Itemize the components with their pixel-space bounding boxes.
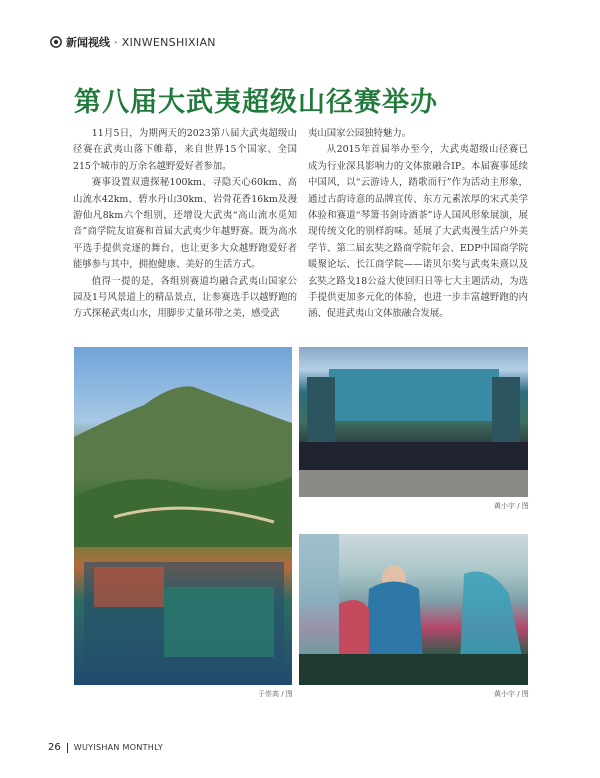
photo-aerial-race-venue: [74, 347, 292, 685]
article-title: 第八届大武夷超级山径赛举办: [74, 87, 438, 118]
article-paragraph: 11月5日，为期两天的2023第八届大武夷超级山径赛在武夷山落下帷幕，来自世界15个国家、全国215个城市的万余名越野爱好者参加。: [73, 128, 297, 172]
article-paragraph: 从2015年首届举办至今，大武夷超级山径赛已成为行业深具影响力的文体旅融合IP。本届赛事延续中国风，以“云游诗人，踏歌而行”作为活动主形象，通过古韵诗意的品牌宣传、东方元素浓厚的宋式美学体验和赛道“琴箫书剑诗酒茶”诗人国风形象展演，展现传统文化的别样韵味。延展了大武夷漫生活户外美学节、第二届玄奘之路商学院年会、EDP中国商学院暖聚论坛、长江商学院——诺贝尔奖与武夷朱熹以及玄奘之路戈18公益大使回归日等七大主题活动，为选手提供更加多元化的体验，也进一步丰富越野跑的内涵、促进武夷山文体旅融合发展。: [308, 144, 528, 320]
article-column-left: [73, 126, 297, 323]
section-logo-icon: [50, 36, 62, 48]
article-column-right: [308, 126, 528, 323]
section-separator: ·: [114, 35, 118, 49]
photo-costume-performers: [299, 534, 528, 685]
article-paragraph-continuation: 夷山国家公园独特魅力。: [308, 128, 412, 139]
section-header: [50, 34, 216, 50]
photo-credit: 黄小宇 / 图: [494, 690, 529, 698]
start-arch-illustration: [299, 347, 528, 497]
page-number: 26: [48, 742, 61, 753]
article-paragraph: 值得一提的是，各组别赛道均融合武夷山国家公园及1号风景道上的精品景点，让参赛选手以越野跑的方式探秘武夷山水，用脚步丈量环带之美，感受武: [73, 275, 297, 320]
magazine-name: WUYISHAN MONTHLY: [73, 743, 164, 752]
section-name-en: XINWENSHIXIAN: [121, 35, 216, 49]
photo-credit: 于崇高 / 图: [258, 690, 293, 698]
performers-illustration: [299, 534, 528, 685]
photo-credit: 黄小宇 / 图: [494, 502, 529, 510]
section-name-cn: 新闻视线: [66, 36, 110, 49]
mountain-landscape-illustration: [74, 347, 292, 685]
article-paragraph: 赛事设置双遗探秘100km、寻隐天心60km、高山流水42km、碧水丹山30km、岩骨花香16km及漫游仙凡8km六个组别，还增设大武夷“高山流水觅知音”商学院友谊赛和首届大武夷少年越野赛。既为高水平选手提供竞逐的舞台，也让更多大众越野跑爱好者能够参与其中，拥抱健康、美好的生活方式。: [73, 177, 297, 271]
photo-start-gate: [299, 347, 528, 497]
page-footer: [48, 742, 163, 753]
footer-divider: [67, 743, 68, 753]
